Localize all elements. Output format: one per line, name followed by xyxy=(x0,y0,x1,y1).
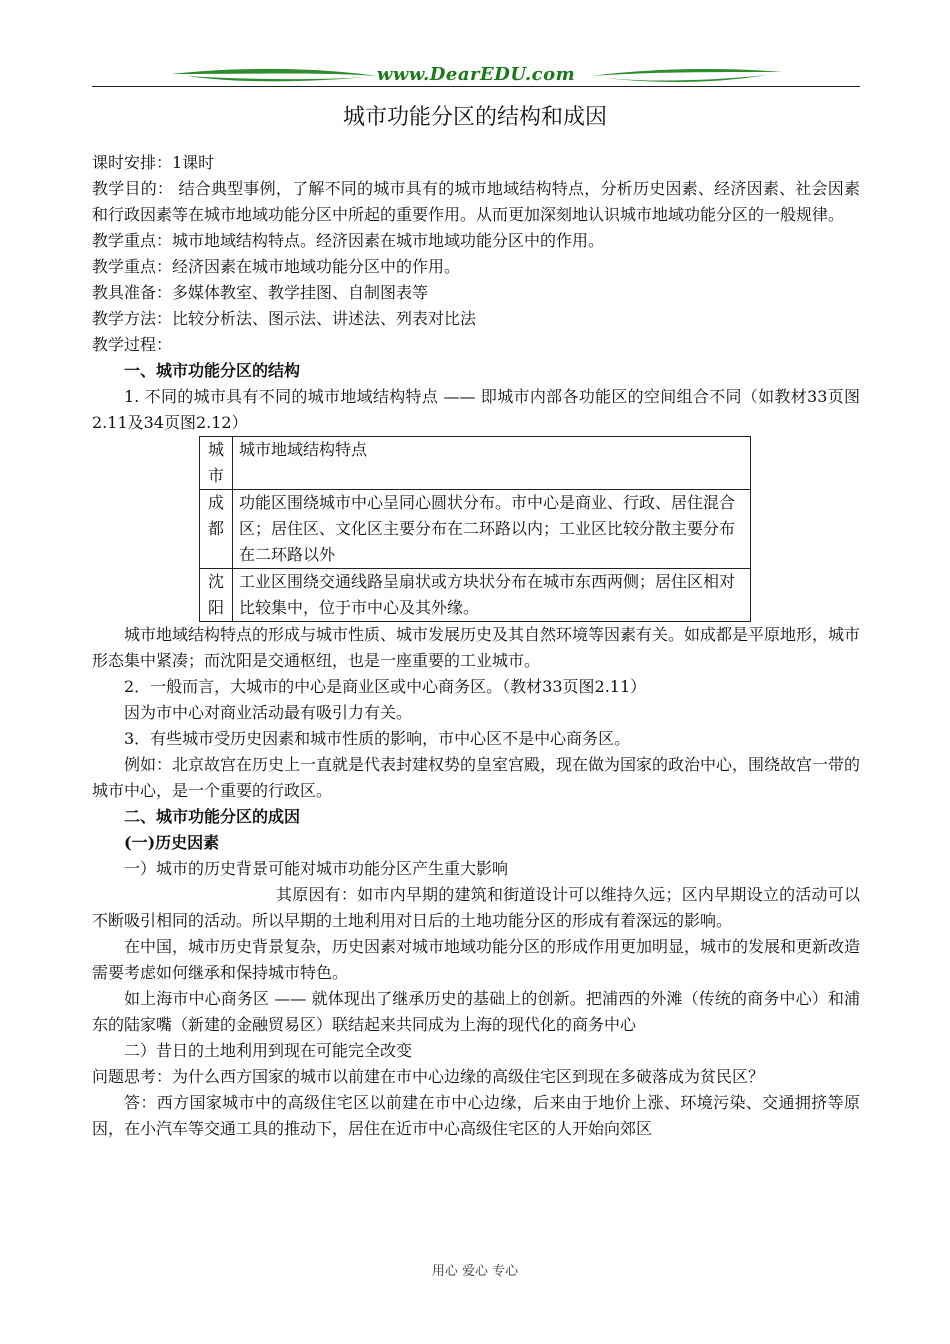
section2-p1: 其原因有：如市内早期的建筑和街道设计可以维持久远；区内早期设立的活动可以不断吸引相同的活动。所以早期的土地利用对日后的土地功能分区的形成有着深远的影响。 xyxy=(92,885,860,930)
tools: 教具准备：多媒体教室、教学挂图、自制图表等 xyxy=(92,283,429,302)
section1-p1: 1. 不同的城市具有不同的城市地域结构特点 —— 即城市内部各功能区的空间组合不同（如教材33页图2.11及34页图2.12） xyxy=(92,387,860,432)
section1-p5: 3．有些城市受历史因素和城市性质的影响，市中心区不是中心商务区。 xyxy=(124,729,631,748)
section1-p2: 城市地域结构特点的形成与城市性质、城市发展历史及其自然环境等因素有关。如成都是平原地形，城市形态集中紧凑；而沈阳是交通枢纽，也是一座重要的工业城市。 xyxy=(92,625,861,670)
site-url: www.DearEDU.com xyxy=(376,64,576,85)
city-structure-table xyxy=(199,436,751,622)
section2-p3: 如上海市中心商务区 —— 就体现出了继承历史的基础上的创新。把浦西的外滩（传统的商务中心）和浦东的陆家嘴（新建的金融贸易区）联结起来共同成为上海的现代化的商务中心 xyxy=(92,989,860,1034)
table-row xyxy=(200,569,751,622)
page-title: 城市功能分区的结构和成因 xyxy=(342,105,607,130)
section2-heading: 二、城市功能分区的成因 xyxy=(124,807,301,826)
schedule: 课时安排：1课时 xyxy=(92,153,215,172)
table-header-city: 城市 xyxy=(200,437,233,490)
section2-q2: 二）昔日的土地利用到现在可能完全改变 xyxy=(124,1041,413,1060)
table-cell-desc: 工业区围绕交通线路呈扇状或方块状分布在城市东西两侧；居住区相对比较集中，位于市中心及其外缘。 xyxy=(233,569,751,622)
section1-heading: 一、城市功能分区的结构 xyxy=(124,361,301,380)
table-cell-desc: 功能区围绕城市中心呈同心圆状分布。市中心是商业、行政、居住混合区；居住区、文化区主要分布在二环路以内；工业区比较分散主要分布在二环路以外 xyxy=(233,490,751,569)
page-footer: 用心 爱心 专心 xyxy=(431,1264,519,1279)
document-body xyxy=(92,150,860,1142)
header-rule xyxy=(92,86,860,87)
section1-p3: 2．一般而言，大城市的中心是商业区或中心商务区。（教材33页图2.11） xyxy=(124,677,647,696)
table-cell-city: 成都 xyxy=(200,490,233,569)
table-row xyxy=(200,490,751,569)
section2-sub1: (一)历史因素 xyxy=(124,833,220,852)
table-cell-city: 沈阳 xyxy=(200,569,233,622)
question: 问题思考：为什么西方国家的城市以前建在市中心边缘的高级住宅区到现在多破落成为贫民区？ xyxy=(92,1067,765,1086)
section2-q1: 一）城市的历史背景可能对城市功能分区产生重大影响 xyxy=(124,859,509,878)
process: 教学过程： xyxy=(92,335,173,354)
answer: 答：西方国家城市中的高级住宅区以前建在市中心边缘，后来由于地价上涨、环境污染、交通拥挤等原因，在小汽车等交通工具的推动下，居住在近市中心高级住宅区的人开始向郊区 xyxy=(92,1093,860,1138)
section1-p6: 例如：北京故宫在历史上一直就是代表封建权势的皇室宫殿，现在做为国家的政治中心，围绕故宫一带的城市中心，是一个重要的行政区。 xyxy=(92,755,861,800)
section2-p2: 在中国，城市历史背景复杂，历史因素对城市地域功能分区的形成作用更加明显，城市的发展和更新改造需要考虑如何继承和保持城市特色。 xyxy=(92,937,861,982)
key-point-2: 教学重点：经济因素在城市地域功能分区中的作用。 xyxy=(92,257,461,276)
table-header-desc: 城市地域结构特点 xyxy=(233,437,751,490)
method: 教学方法：比较分析法、图示法、讲述法、列表对比法 xyxy=(92,309,477,328)
key-point-1: 教学重点：城市地域结构特点。经济因素在城市地域功能分区中的作用。 xyxy=(92,231,605,250)
section1-p4: 因为市中心对商业活动最有吸引力有关。 xyxy=(124,703,413,722)
table-header-row xyxy=(200,437,751,490)
goal: 教学目的： 结合典型事例，了解不同的城市具有的城市地域结构特点，分析历史因素、经济因素、社会因素和行政因素等在城市地域功能分区中所起的重要作用。从而更加深刻地认识城市地域功能分区的一般规律。 xyxy=(92,179,860,224)
